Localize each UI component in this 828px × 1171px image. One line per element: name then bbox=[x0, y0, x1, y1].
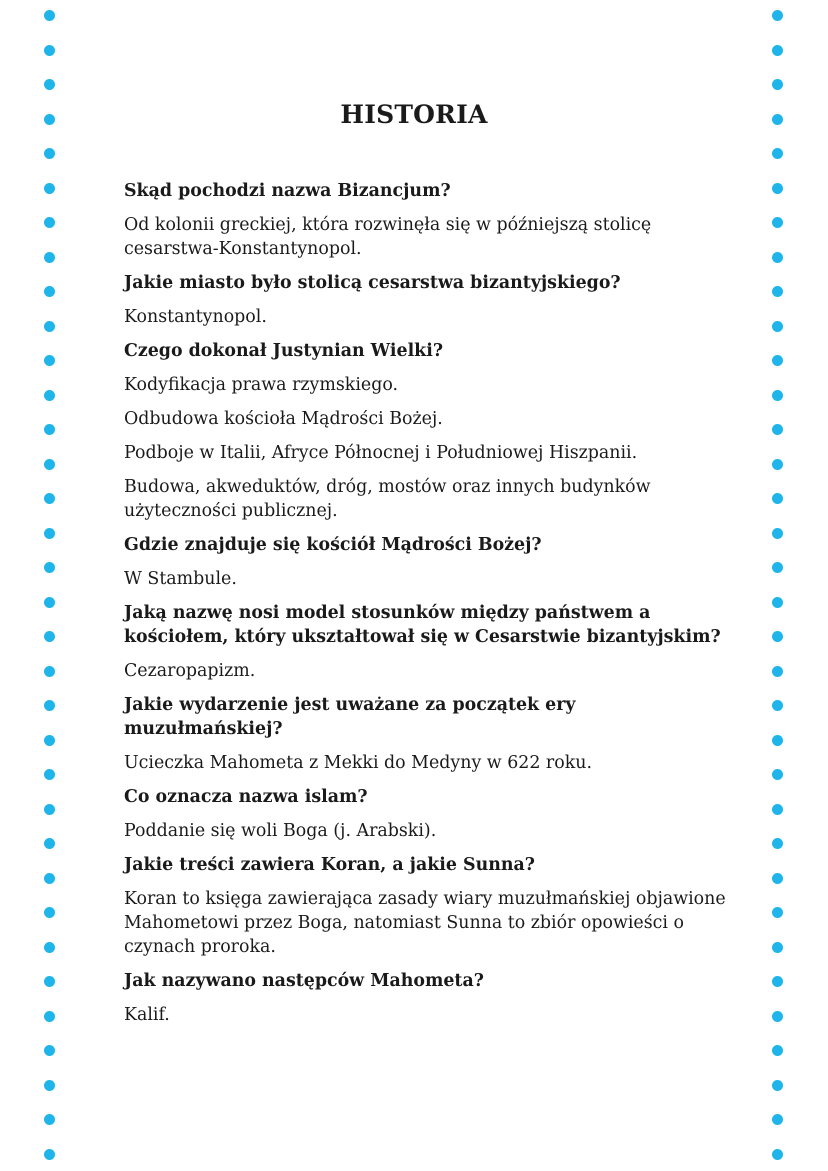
right-border-dot bbox=[772, 1011, 783, 1022]
right-border-dot bbox=[772, 804, 783, 815]
right-border-dot bbox=[772, 769, 783, 780]
question-5: Jaką nazwę nosi model stosunków między państwem a kościołem, który ukształtował się w Cesarstwie bizantyjskim? bbox=[124, 603, 721, 647]
left-border-dot bbox=[44, 804, 55, 815]
question-1: Skąd pochodzi nazwa Bizancjum? bbox=[124, 181, 451, 201]
right-border-dot bbox=[772, 252, 783, 263]
left-border-dot bbox=[44, 79, 55, 90]
qa-item-8 bbox=[124, 853, 734, 959]
left-border-dot bbox=[44, 1114, 55, 1125]
right-border-dot bbox=[772, 838, 783, 849]
left-border-dot bbox=[44, 562, 55, 573]
question-9: Jak nazywano następców Mahometa? bbox=[124, 971, 484, 991]
right-border-dot bbox=[772, 459, 783, 470]
answer-9-1: Kalif. bbox=[124, 1005, 170, 1025]
right-dot-border bbox=[772, 0, 784, 1171]
answer-5-1: Cezaropapizm. bbox=[124, 661, 256, 681]
left-border-dot bbox=[44, 355, 55, 366]
left-border-dot bbox=[44, 217, 55, 228]
answer-3-2: Odbudowa kościoła Mądrości Bożej. bbox=[124, 409, 443, 429]
left-border-dot bbox=[44, 321, 55, 332]
qa-item-1 bbox=[124, 179, 734, 261]
right-border-dot bbox=[772, 976, 783, 987]
answer-3-1: Kodyfikacja prawa rzymskiego. bbox=[124, 375, 399, 395]
left-border-dot bbox=[44, 735, 55, 746]
right-border-dot bbox=[772, 355, 783, 366]
right-border-dot bbox=[772, 666, 783, 677]
right-border-dot bbox=[772, 79, 783, 90]
right-border-dot bbox=[772, 528, 783, 539]
left-border-dot bbox=[44, 1011, 55, 1022]
right-border-dot bbox=[772, 873, 783, 884]
right-border-dot bbox=[772, 1114, 783, 1125]
answer-7-1: Poddanie się woli Boga (j. Arabski). bbox=[124, 821, 437, 841]
right-border-dot bbox=[772, 217, 783, 228]
qa-item-5 bbox=[124, 601, 734, 683]
question-3: Czego dokonał Justynian Wielki? bbox=[124, 341, 444, 361]
qa-item-6 bbox=[124, 693, 734, 775]
right-border-dot bbox=[772, 183, 783, 194]
left-border-dot bbox=[44, 838, 55, 849]
right-border-dot bbox=[772, 631, 783, 642]
left-border-dot bbox=[44, 700, 55, 711]
left-border-dot bbox=[44, 1149, 55, 1160]
right-border-dot bbox=[772, 286, 783, 297]
qa-content bbox=[124, 179, 734, 1037]
left-border-dot bbox=[44, 976, 55, 987]
question-4: Gdzie znajduje się kościół Mądrości Bożej? bbox=[124, 535, 542, 555]
left-border-dot bbox=[44, 390, 55, 401]
left-dot-border bbox=[44, 0, 56, 1171]
left-border-dot bbox=[44, 942, 55, 953]
question-8: Jakie treści zawiera Koran, a jakie Sunna? bbox=[124, 855, 535, 875]
right-border-dot bbox=[772, 735, 783, 746]
right-border-dot bbox=[772, 562, 783, 573]
left-border-dot bbox=[44, 907, 55, 918]
left-border-dot bbox=[44, 459, 55, 470]
question-6: Jakie wydarzenie jest uważane za początek ery muzułmańskiej? bbox=[124, 695, 576, 739]
left-border-dot bbox=[44, 1080, 55, 1091]
answer-3-4: Budowa, akweduktów, dróg, mostów oraz innych budynków użyteczności publicznej. bbox=[124, 477, 651, 521]
answer-1-1: Od kolonii greckiej, która rozwinęła się w późniejszą stolicę cesarstwa-Konstantynopol. bbox=[124, 215, 652, 259]
page-title: HISTORIA bbox=[340, 100, 488, 129]
left-border-dot bbox=[44, 631, 55, 642]
answer-4-1: W Stambule. bbox=[124, 569, 237, 589]
left-border-dot bbox=[44, 528, 55, 539]
left-border-dot bbox=[44, 252, 55, 263]
right-border-dot bbox=[772, 1080, 783, 1091]
right-border-dot bbox=[772, 907, 783, 918]
qa-item-9 bbox=[124, 969, 734, 1027]
question-2: Jakie miasto było stolicą cesarstwa bizantyjskiego? bbox=[124, 273, 621, 293]
left-border-dot bbox=[44, 769, 55, 780]
right-border-dot bbox=[772, 321, 783, 332]
right-border-dot bbox=[772, 700, 783, 711]
question-7: Co oznacza nazwa islam? bbox=[124, 787, 368, 807]
left-border-dot bbox=[44, 666, 55, 677]
left-border-dot bbox=[44, 286, 55, 297]
right-border-dot bbox=[772, 1149, 783, 1160]
qa-item-4 bbox=[124, 533, 734, 591]
qa-item-7 bbox=[124, 785, 734, 843]
answer-8-1: Koran to księga zawierająca zasady wiary muzułmańskiej objawione Mahometowi przez Boga, natomiast Sunna to zbiór opowieści o czynach proroka. bbox=[124, 889, 726, 957]
left-border-dot bbox=[44, 597, 55, 608]
right-border-dot bbox=[772, 1045, 783, 1056]
right-border-dot bbox=[772, 45, 783, 56]
right-border-dot bbox=[772, 10, 783, 21]
left-border-dot bbox=[44, 493, 55, 504]
left-border-dot bbox=[44, 873, 55, 884]
qa-item-2 bbox=[124, 271, 734, 329]
left-border-dot bbox=[44, 148, 55, 159]
right-border-dot bbox=[772, 942, 783, 953]
left-border-dot bbox=[44, 1045, 55, 1056]
left-border-dot bbox=[44, 45, 55, 56]
answer-2-1: Konstantynopol. bbox=[124, 307, 267, 327]
right-border-dot bbox=[772, 148, 783, 159]
left-border-dot bbox=[44, 183, 55, 194]
right-border-dot bbox=[772, 597, 783, 608]
answer-3-3: Podboje w Italii, Afryce Północnej i Południowej Hiszpanii. bbox=[124, 443, 638, 463]
answer-6-1: Ucieczka Mahometa z Mekki do Medyny w 622 roku. bbox=[124, 753, 592, 773]
right-border-dot bbox=[772, 493, 783, 504]
qa-item-3 bbox=[124, 339, 734, 523]
left-border-dot bbox=[44, 424, 55, 435]
left-border-dot bbox=[44, 10, 55, 21]
right-border-dot bbox=[772, 390, 783, 401]
right-border-dot bbox=[772, 424, 783, 435]
